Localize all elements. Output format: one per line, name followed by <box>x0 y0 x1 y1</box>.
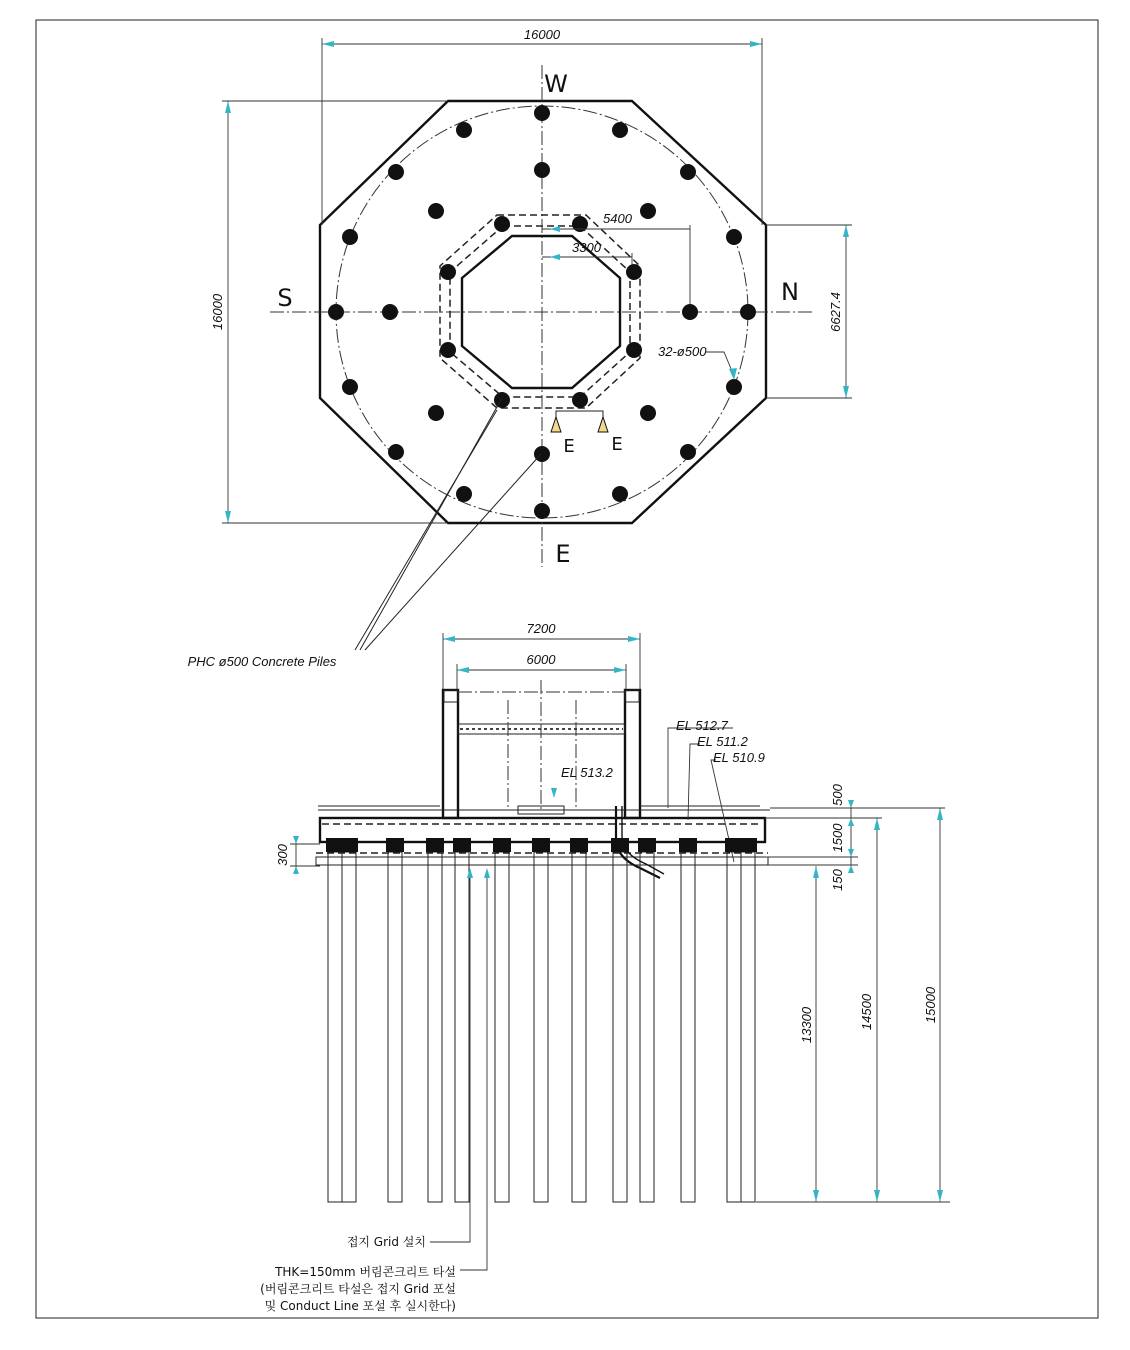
pile <box>626 264 642 280</box>
pile-callout-leader <box>706 352 734 376</box>
pile-heads <box>326 838 757 852</box>
dim-arrow <box>874 1190 880 1202</box>
dim-arrow <box>467 868 473 878</box>
elevation-513-2: EL 513.2 <box>561 765 613 780</box>
pile-count-callout: 32-ø500 <box>658 344 707 359</box>
section-piles <box>328 852 755 1202</box>
plan-view <box>210 27 852 568</box>
dim-arrow <box>848 865 854 873</box>
section-cut-line <box>556 411 603 430</box>
pile <box>534 162 550 178</box>
dim-arrow <box>848 849 854 857</box>
dim-arrow <box>225 511 231 523</box>
pile <box>626 342 642 358</box>
dim-arrow <box>322 41 334 47</box>
dim-arrow <box>628 636 640 642</box>
dim-arrow <box>937 808 943 820</box>
pile <box>428 852 442 1202</box>
dim-arrow <box>750 41 762 47</box>
dim-arrow <box>225 101 231 113</box>
pile <box>680 444 696 460</box>
dim-arrow <box>443 636 455 642</box>
pile <box>328 852 342 1202</box>
pile <box>428 203 444 219</box>
dim-arrow <box>293 836 299 844</box>
pile <box>727 852 741 1202</box>
pile <box>572 216 588 232</box>
pile <box>495 852 509 1202</box>
pile <box>388 444 404 460</box>
direction-south: S <box>277 284 293 312</box>
direction-north: N <box>781 278 799 306</box>
pile <box>440 342 456 358</box>
pile <box>572 852 586 1202</box>
section-mark-right: E <box>611 434 623 455</box>
dim-arrow <box>729 368 737 380</box>
dim-150-top: 150 <box>830 869 845 891</box>
dim-flat-length: 6627.4 <box>828 292 843 332</box>
dim-15000: 15000 <box>923 986 938 1024</box>
dim-arrow <box>293 866 299 874</box>
lean-note-2: (버림콘크리트 타설은 접지 Grid 포설 <box>260 1282 456 1296</box>
pile <box>534 503 550 519</box>
pile <box>388 164 404 180</box>
pile <box>456 486 472 502</box>
lean-concrete <box>316 857 768 865</box>
pedestal-wall-left <box>443 690 458 818</box>
dim-1500: 1500 <box>830 823 845 853</box>
dim-13300: 13300 <box>799 1006 814 1044</box>
dim-arrow <box>813 866 819 878</box>
pile <box>328 304 344 320</box>
pile-label: PHC ø500 Concrete Piles <box>187 654 337 669</box>
dim-14500: 14500 <box>859 993 874 1031</box>
pile <box>456 122 472 138</box>
pile <box>726 379 742 395</box>
grid-leader <box>430 873 470 1242</box>
dim-overall-width: 16000 <box>523 27 561 42</box>
elevation-512-7: EL 512.7 <box>676 718 728 733</box>
pile <box>740 304 756 320</box>
dim-radius-3300: 3300 <box>572 240 601 255</box>
pile <box>640 203 656 219</box>
pile <box>455 852 469 1202</box>
section-view <box>275 621 950 1270</box>
section-arrow-right <box>598 417 608 432</box>
el-511-2-leader <box>688 744 700 820</box>
pile <box>612 122 628 138</box>
dim-500: 500 <box>830 784 845 806</box>
dim-arrow <box>550 226 560 232</box>
dim-arrow <box>848 818 854 826</box>
dim-overall-height: 16000 <box>210 293 225 331</box>
pile <box>640 405 656 421</box>
pile <box>428 405 444 421</box>
pile <box>613 852 627 1202</box>
lean-leader <box>460 873 487 1270</box>
dim-arrow <box>937 1190 943 1202</box>
pile <box>612 486 628 502</box>
dim-arrow <box>614 667 626 673</box>
pile <box>726 229 742 245</box>
pile <box>534 852 548 1202</box>
pile <box>342 852 356 1202</box>
lean-note-1: THK=150mm 버림콘크리트 타설 <box>275 1265 456 1279</box>
dim-arrow <box>843 225 849 237</box>
dim-arrow <box>843 386 849 398</box>
elevation-511-2: EL 511.2 <box>697 734 748 749</box>
pile <box>680 164 696 180</box>
dim-arrow <box>484 868 490 878</box>
pedestal-wall-right <box>625 690 640 818</box>
pile <box>388 852 402 1202</box>
pile <box>440 264 456 280</box>
dim-radius-5400: 5400 <box>603 211 632 226</box>
pile <box>494 216 510 232</box>
pile <box>342 379 358 395</box>
pile <box>494 392 510 408</box>
direction-east: E <box>555 540 571 568</box>
pile <box>572 392 588 408</box>
section-mark-left: E <box>563 436 575 457</box>
pile <box>681 852 695 1202</box>
section-arrow-left <box>551 417 561 432</box>
dim-arrow <box>848 800 854 808</box>
pile <box>640 852 654 1202</box>
dim-300: 300 <box>275 844 290 866</box>
dim-inner-width: 6000 <box>526 652 556 667</box>
pile <box>682 304 698 320</box>
elevation-510-9: EL 510.9 <box>713 750 765 765</box>
pile <box>342 229 358 245</box>
pile <box>741 852 755 1202</box>
direction-west: W <box>544 70 568 98</box>
dim-arrow <box>813 1190 819 1202</box>
anchor-box-right <box>625 690 639 702</box>
anchor-box-left <box>444 690 458 702</box>
pile <box>382 304 398 320</box>
grid-note: 접지 Grid 설치 <box>346 1235 426 1249</box>
dim-arrow <box>874 818 880 830</box>
lean-note-3: 및 Conduct Line 포설 후 실시한다) <box>264 1299 456 1313</box>
pile <box>534 105 550 121</box>
dim-arrow <box>457 667 469 673</box>
dim-arrow <box>551 788 557 798</box>
dim-arrow <box>550 254 560 260</box>
dim-pedestal-width: 7200 <box>526 621 556 636</box>
